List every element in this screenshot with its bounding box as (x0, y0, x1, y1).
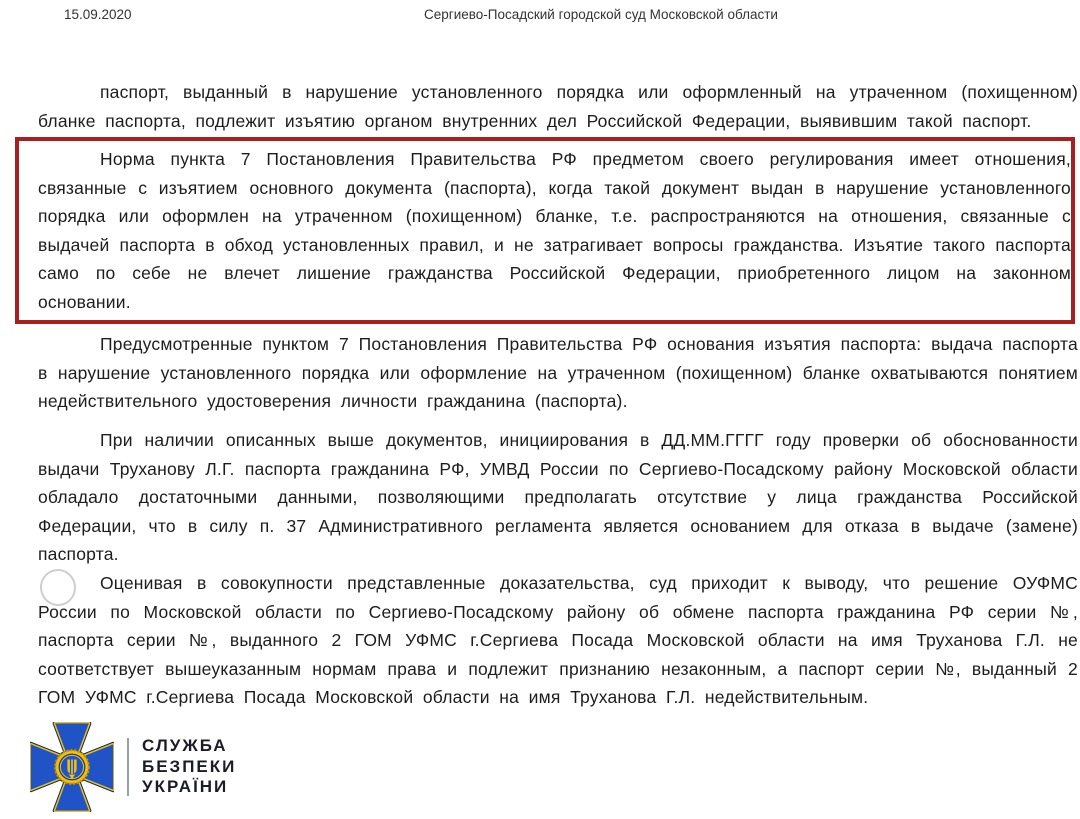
sbu-org-name (142, 736, 236, 798)
paragraph-grounds-for-seizure: Предусмотренные пунктом 7 Постановления Правительства РФ основания изъятия паспорта: выдача паспорта в нарушение установленного порядка или оформление на утраченном (похищенном) бланке охватываются понятием недействительного удостоверения личности гражданина (паспорта). (38, 334, 1078, 411)
highlight-box (15, 137, 1075, 324)
document-date: 15.09.2020 (64, 7, 132, 22)
sbu-org-name-line3: УКРАЇНИ (142, 777, 229, 797)
highlighted-paragraph: Норма пункта 7 Постановления Правительства РФ предметом своего регулирования имеет отношения, связанные с изъятием основного документа (паспорта), когда такой документ выдан в нарушение установленного порядка или оформлен на утраченном (похищенном) бланке, т.е. распространяются на отношения, связанные с выдачей паспорта в обход установленных правил, и не затрагивает вопросы гражданства. Изъятие такого паспорта само по себе не влечет лишение гражданства Российской Федерации, приобретенного лицом на законном основании. (38, 149, 1071, 312)
document-header-title: Сергиево-Посадский городской суд Московской области (424, 7, 778, 22)
sbu-org-name-line1: СЛУЖБА (142, 736, 228, 756)
paragraph-passport-seizure: паспорт, выданный в нарушение установленного порядка или оформленный на утраченном (похищенном) бланке паспорта, подлежит изъятию органом внутренних дел Российской Федерации, выявившим такой паспорт. (38, 82, 1078, 131)
paragraph-verification-initiated: При наличии описанных выше документов, инициирования в ДД.ММ.ГГГГ году проверки об обоснованности выдачи Труханову Л.Г. паспорта гражданина РФ, УМВД России по Сергиево-Посадскому району Московской области обладало достаточными данными, позволяющими предполагать отсутствие у лица гражданства Российской Федерации, что в силу п. 37 Административного регламента является основанием для отказа в выдаче (замене) паспорта. (38, 430, 1078, 564)
logo-divider (127, 738, 129, 796)
paragraph-court-conclusion: Оценивая в совокупности представленные доказательства, суд приходит к выводу, что решение ОУФМС России по Московской области по Сергиево-Посадскому району об обмене паспорта гражданина РФ серии №, паспорта серии №, выданного 2 ГОМ УФМС г.Сергиева Посада Московской области на имя Труханова Г.Л. не соответствует вышеуказанным нормам права и подлежит признанию незаконным, а паспорт серии №, выданный 2 ГОМ УФМС г.Сергиева Посада Московской области на имя Труханова Г.Л. недействительным. (38, 573, 1078, 707)
sbu-emblem-icon (30, 722, 114, 812)
sbu-logo (30, 722, 236, 812)
sbu-org-name-line2: БЕЗПЕКИ (142, 756, 237, 776)
